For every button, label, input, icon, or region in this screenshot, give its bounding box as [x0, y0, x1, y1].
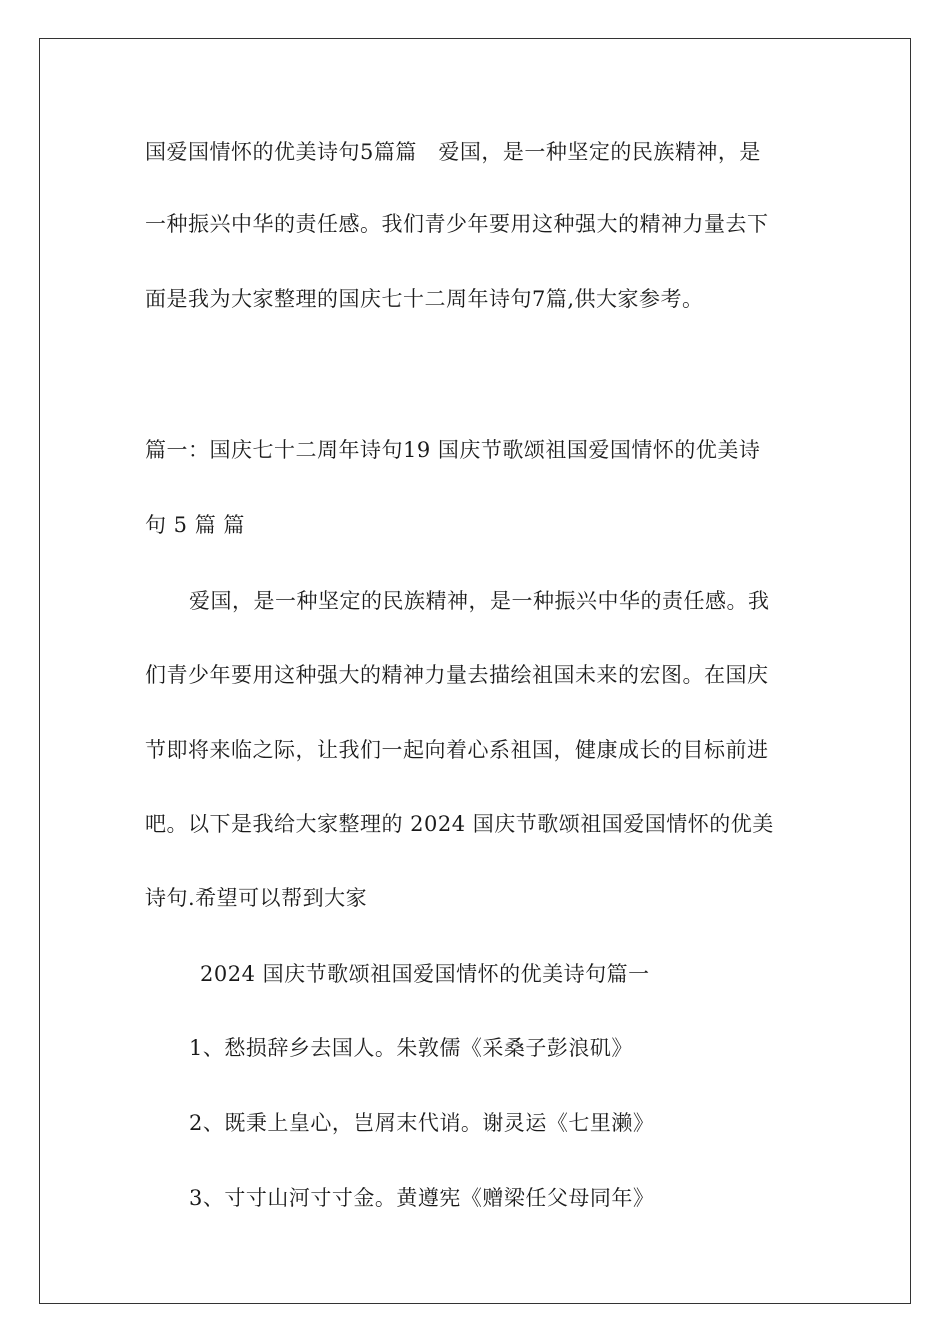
paragraph-line-5: 诗句.希望可以帮到大家 — [145, 886, 368, 910]
section-title-line-1: 篇一：国庆七十二周年诗句19 国庆节歌颂祖国爱国情怀的优美诗 — [145, 438, 761, 462]
intro-line-3: 面是我为大家整理的国庆七十二周年诗句7篇,供大家参考。 — [145, 287, 704, 311]
intro-line-2: 一种振兴中华的责任感。我们青少年要用这种强大的精神力量去下 — [145, 212, 769, 236]
list-item: 3、寸寸山河寸寸金。黄遵宪《赠梁任父母同年》 — [189, 1186, 655, 1210]
section-title-line-2: 句 5 篇 篇 — [145, 513, 245, 537]
list-item: 1、愁损辞乡去国人。朱敦儒《采桑子彭浪矶》 — [189, 1036, 633, 1060]
paragraph-line-3: 节即将来临之际，让我们一起向着心系祖国，健康成长的目标前进 — [145, 738, 769, 762]
intro-line-1: 国爱国情怀的优美诗句5篇篇 爱国，是一种坚定的民族精神，是 — [145, 140, 761, 164]
paragraph-line-1: 爱国，是一种坚定的民族精神，是一种振兴中华的责任感。我 — [189, 589, 770, 613]
list-item: 2、既秉上皇心，岂屑末代诮。谢灵运《七里濑》 — [189, 1111, 655, 1135]
subheading: 2024 国庆节歌颂祖国爱国情怀的优美诗句篇一 — [200, 962, 650, 986]
paragraph-line-4: 吧。以下是我给大家整理的 2024 国庆节歌颂祖国爱国情怀的优美 — [145, 812, 774, 836]
paragraph-line-2: 们青少年要用这种强大的精神力量去描绘祖国未来的宏图。在国庆 — [145, 663, 769, 687]
